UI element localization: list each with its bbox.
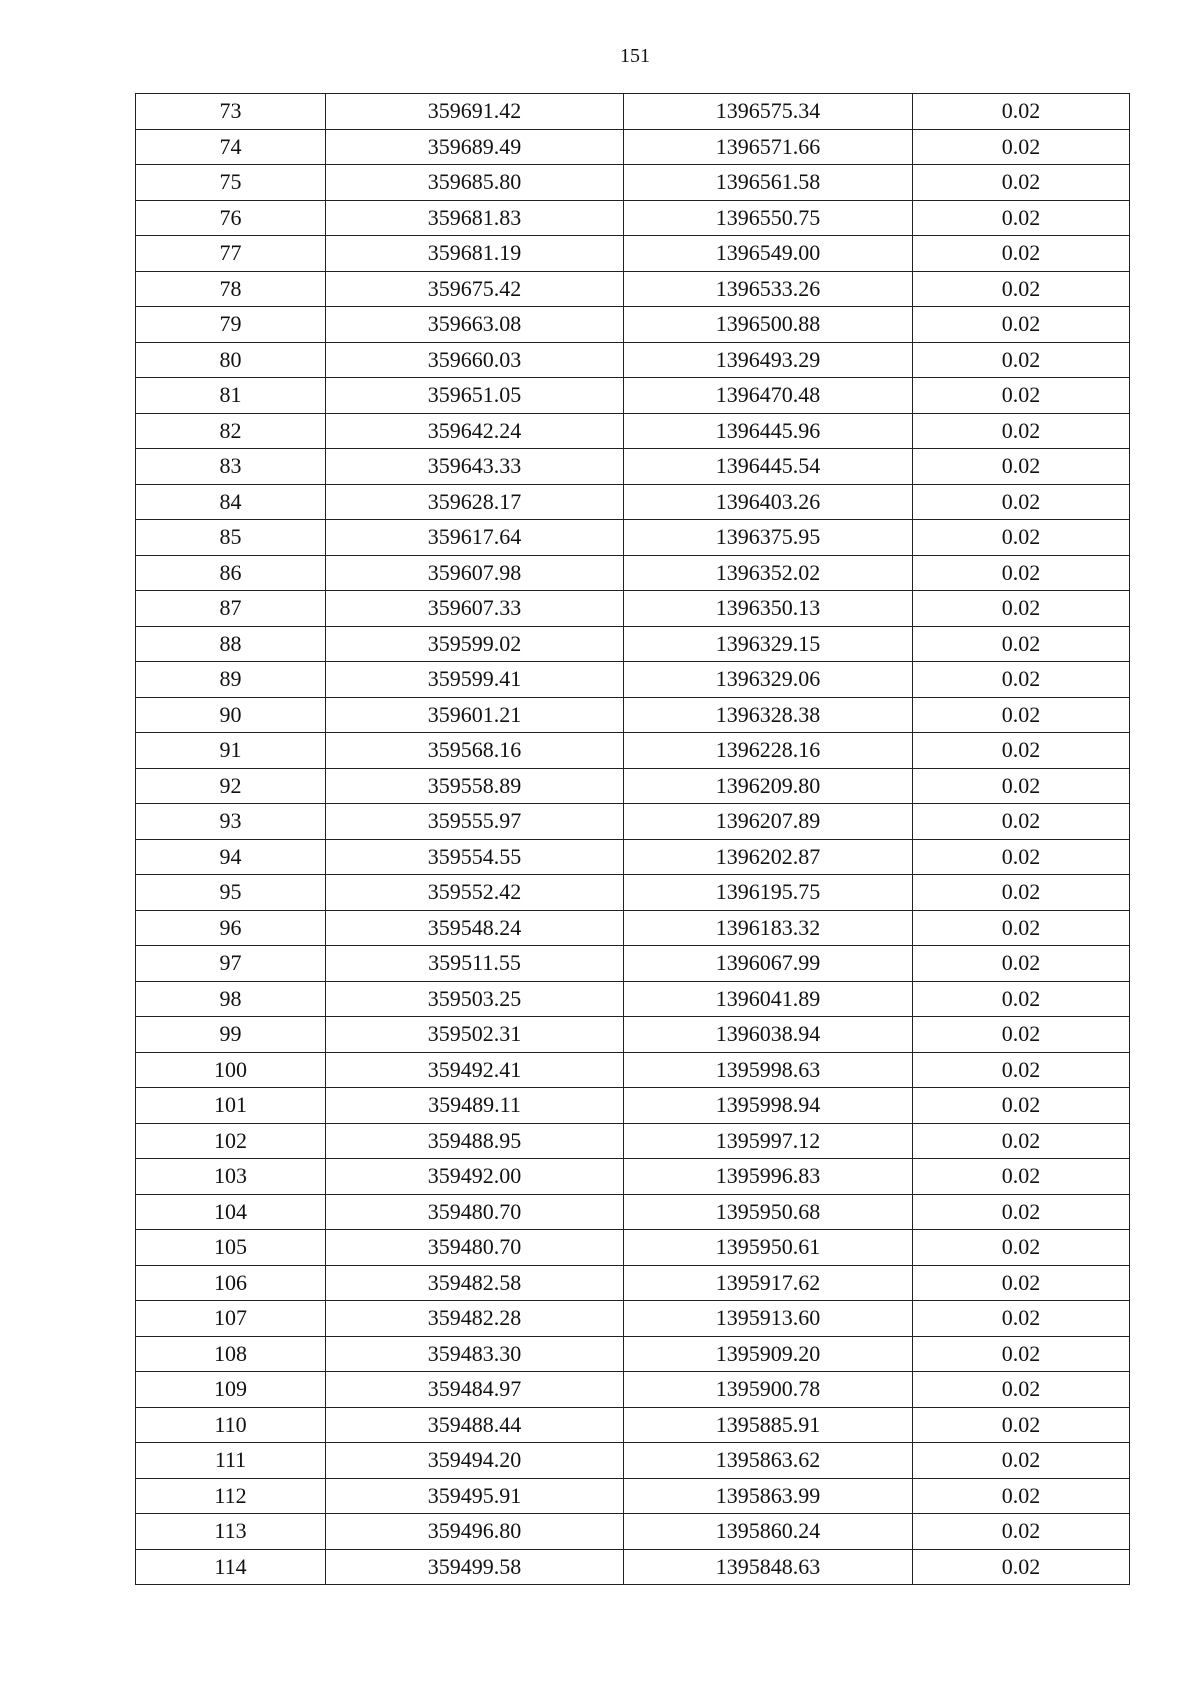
y-coordinate-cell: 1396350.13 bbox=[624, 591, 913, 627]
y-coordinate-cell: 1395997.12 bbox=[624, 1123, 913, 1159]
table-row bbox=[136, 484, 1130, 520]
point-number-cell: 73 bbox=[136, 94, 326, 130]
error-value-cell: 0.02 bbox=[913, 484, 1130, 520]
x-coordinate-cell: 359643.33 bbox=[326, 449, 624, 485]
x-coordinate-cell: 359568.16 bbox=[326, 733, 624, 769]
point-number-cell: 106 bbox=[136, 1265, 326, 1301]
table-row bbox=[136, 662, 1130, 698]
table-row bbox=[136, 378, 1130, 414]
point-number-cell: 88 bbox=[136, 626, 326, 662]
page-number: 151 bbox=[620, 45, 650, 67]
x-coordinate-cell: 359555.97 bbox=[326, 804, 624, 840]
point-number-cell: 86 bbox=[136, 555, 326, 591]
table-row bbox=[136, 733, 1130, 769]
point-number-cell: 76 bbox=[136, 200, 326, 236]
error-value-cell: 0.02 bbox=[913, 1052, 1130, 1088]
point-number-cell: 99 bbox=[136, 1017, 326, 1053]
error-value-cell: 0.02 bbox=[913, 1194, 1130, 1230]
x-coordinate-cell: 359482.58 bbox=[326, 1265, 624, 1301]
table-row bbox=[136, 1336, 1130, 1372]
table-row bbox=[136, 1514, 1130, 1550]
table-row bbox=[136, 94, 1130, 130]
y-coordinate-cell: 1396470.48 bbox=[624, 378, 913, 414]
point-number-cell: 112 bbox=[136, 1478, 326, 1514]
x-coordinate-cell: 359663.08 bbox=[326, 307, 624, 343]
table-row bbox=[136, 200, 1130, 236]
table-row bbox=[136, 1549, 1130, 1585]
point-number-cell: 91 bbox=[136, 733, 326, 769]
point-number-cell: 100 bbox=[136, 1052, 326, 1088]
table-row bbox=[136, 1088, 1130, 1124]
error-value-cell: 0.02 bbox=[913, 1478, 1130, 1514]
point-number-cell: 98 bbox=[136, 981, 326, 1017]
x-coordinate-cell: 359483.30 bbox=[326, 1336, 624, 1372]
point-number-cell: 90 bbox=[136, 697, 326, 733]
table-row bbox=[136, 981, 1130, 1017]
x-coordinate-cell: 359482.28 bbox=[326, 1301, 624, 1337]
y-coordinate-cell: 1396500.88 bbox=[624, 307, 913, 343]
y-coordinate-cell: 1396571.66 bbox=[624, 129, 913, 165]
table-row bbox=[136, 129, 1130, 165]
error-value-cell: 0.02 bbox=[913, 1336, 1130, 1372]
y-coordinate-cell: 1396493.29 bbox=[624, 342, 913, 378]
point-number-cell: 97 bbox=[136, 946, 326, 982]
point-number-cell: 89 bbox=[136, 662, 326, 698]
point-number-cell: 74 bbox=[136, 129, 326, 165]
table-row bbox=[136, 626, 1130, 662]
x-coordinate-cell: 359660.03 bbox=[326, 342, 624, 378]
y-coordinate-cell: 1396533.26 bbox=[624, 271, 913, 307]
y-coordinate-cell: 1395998.94 bbox=[624, 1088, 913, 1124]
table-row bbox=[136, 591, 1130, 627]
x-coordinate-cell: 359651.05 bbox=[326, 378, 624, 414]
table-row bbox=[136, 307, 1130, 343]
x-coordinate-cell: 359685.80 bbox=[326, 165, 624, 201]
point-number-cell: 104 bbox=[136, 1194, 326, 1230]
point-number-cell: 96 bbox=[136, 910, 326, 946]
error-value-cell: 0.02 bbox=[913, 662, 1130, 698]
x-coordinate-cell: 359480.70 bbox=[326, 1194, 624, 1230]
y-coordinate-cell: 1396228.16 bbox=[624, 733, 913, 769]
x-coordinate-cell: 359691.42 bbox=[326, 94, 624, 130]
x-coordinate-cell: 359548.24 bbox=[326, 910, 624, 946]
point-number-cell: 92 bbox=[136, 768, 326, 804]
table-row bbox=[136, 697, 1130, 733]
x-coordinate-cell: 359689.49 bbox=[326, 129, 624, 165]
table-row bbox=[136, 910, 1130, 946]
table-row bbox=[136, 1017, 1130, 1053]
point-number-cell: 113 bbox=[136, 1514, 326, 1550]
y-coordinate-cell: 1395900.78 bbox=[624, 1372, 913, 1408]
table-row bbox=[136, 413, 1130, 449]
error-value-cell: 0.02 bbox=[913, 449, 1130, 485]
x-coordinate-cell: 359503.25 bbox=[326, 981, 624, 1017]
error-value-cell: 0.02 bbox=[913, 626, 1130, 662]
y-coordinate-cell: 1396328.38 bbox=[624, 697, 913, 733]
y-coordinate-cell: 1396202.87 bbox=[624, 839, 913, 875]
error-value-cell: 0.02 bbox=[913, 697, 1130, 733]
y-coordinate-cell: 1396561.58 bbox=[624, 165, 913, 201]
x-coordinate-cell: 359488.44 bbox=[326, 1407, 624, 1443]
x-coordinate-cell: 359554.55 bbox=[326, 839, 624, 875]
y-coordinate-cell: 1396067.99 bbox=[624, 946, 913, 982]
point-number-cell: 93 bbox=[136, 804, 326, 840]
table-row bbox=[136, 555, 1130, 591]
table-row bbox=[136, 1230, 1130, 1266]
x-coordinate-cell: 359601.21 bbox=[326, 697, 624, 733]
error-value-cell: 0.02 bbox=[913, 236, 1130, 272]
error-value-cell: 0.02 bbox=[913, 1230, 1130, 1266]
error-value-cell: 0.02 bbox=[913, 271, 1130, 307]
error-value-cell: 0.02 bbox=[913, 946, 1130, 982]
error-value-cell: 0.02 bbox=[913, 165, 1130, 201]
point-number-cell: 95 bbox=[136, 875, 326, 911]
x-coordinate-cell: 359681.19 bbox=[326, 236, 624, 272]
error-value-cell: 0.02 bbox=[913, 1088, 1130, 1124]
error-value-cell: 0.02 bbox=[913, 555, 1130, 591]
error-value-cell: 0.02 bbox=[913, 378, 1130, 414]
point-number-cell: 85 bbox=[136, 520, 326, 556]
x-coordinate-cell: 359484.97 bbox=[326, 1372, 624, 1408]
x-coordinate-cell: 359552.42 bbox=[326, 875, 624, 911]
coordinates-table-body bbox=[136, 94, 1130, 1585]
point-number-cell: 102 bbox=[136, 1123, 326, 1159]
y-coordinate-cell: 1396550.75 bbox=[624, 200, 913, 236]
x-coordinate-cell: 359675.42 bbox=[326, 271, 624, 307]
point-number-cell: 80 bbox=[136, 342, 326, 378]
error-value-cell: 0.02 bbox=[913, 1123, 1130, 1159]
error-value-cell: 0.02 bbox=[913, 591, 1130, 627]
y-coordinate-cell: 1395996.83 bbox=[624, 1159, 913, 1195]
error-value-cell: 0.02 bbox=[913, 520, 1130, 556]
point-number-cell: 103 bbox=[136, 1159, 326, 1195]
table-row bbox=[136, 1265, 1130, 1301]
table-row bbox=[136, 1159, 1130, 1195]
x-coordinate-cell: 359492.00 bbox=[326, 1159, 624, 1195]
y-coordinate-cell: 1396352.02 bbox=[624, 555, 913, 591]
error-value-cell: 0.02 bbox=[913, 804, 1130, 840]
x-coordinate-cell: 359489.11 bbox=[326, 1088, 624, 1124]
table-row bbox=[136, 804, 1130, 840]
y-coordinate-cell: 1395860.24 bbox=[624, 1514, 913, 1550]
error-value-cell: 0.02 bbox=[913, 1265, 1130, 1301]
table-row bbox=[136, 1301, 1130, 1337]
point-number-cell: 78 bbox=[136, 271, 326, 307]
x-coordinate-cell: 359628.17 bbox=[326, 484, 624, 520]
table-row bbox=[136, 449, 1130, 485]
y-coordinate-cell: 1395909.20 bbox=[624, 1336, 913, 1372]
y-coordinate-cell: 1396445.54 bbox=[624, 449, 913, 485]
y-coordinate-cell: 1396549.00 bbox=[624, 236, 913, 272]
point-number-cell: 108 bbox=[136, 1336, 326, 1372]
x-coordinate-cell: 359480.70 bbox=[326, 1230, 624, 1266]
error-value-cell: 0.02 bbox=[913, 981, 1130, 1017]
x-coordinate-cell: 359511.55 bbox=[326, 946, 624, 982]
x-coordinate-cell: 359494.20 bbox=[326, 1443, 624, 1479]
table-row bbox=[136, 1443, 1130, 1479]
y-coordinate-cell: 1395950.68 bbox=[624, 1194, 913, 1230]
error-value-cell: 0.02 bbox=[913, 1443, 1130, 1479]
coordinates-table bbox=[135, 93, 1130, 1585]
point-number-cell: 110 bbox=[136, 1407, 326, 1443]
table-row bbox=[136, 1194, 1130, 1230]
point-number-cell: 107 bbox=[136, 1301, 326, 1337]
table-row bbox=[136, 839, 1130, 875]
point-number-cell: 75 bbox=[136, 165, 326, 201]
y-coordinate-cell: 1396038.94 bbox=[624, 1017, 913, 1053]
y-coordinate-cell: 1396041.89 bbox=[624, 981, 913, 1017]
x-coordinate-cell: 359599.41 bbox=[326, 662, 624, 698]
point-number-cell: 109 bbox=[136, 1372, 326, 1408]
table-row bbox=[136, 1478, 1130, 1514]
error-value-cell: 0.02 bbox=[913, 839, 1130, 875]
table-row bbox=[136, 875, 1130, 911]
x-coordinate-cell: 359681.83 bbox=[326, 200, 624, 236]
error-value-cell: 0.02 bbox=[913, 910, 1130, 946]
error-value-cell: 0.02 bbox=[913, 1017, 1130, 1053]
y-coordinate-cell: 1395863.99 bbox=[624, 1478, 913, 1514]
table-row bbox=[136, 946, 1130, 982]
y-coordinate-cell: 1396207.89 bbox=[624, 804, 913, 840]
point-number-cell: 111 bbox=[136, 1443, 326, 1479]
y-coordinate-cell: 1395863.62 bbox=[624, 1443, 913, 1479]
y-coordinate-cell: 1396209.80 bbox=[624, 768, 913, 804]
error-value-cell: 0.02 bbox=[913, 129, 1130, 165]
point-number-cell: 105 bbox=[136, 1230, 326, 1266]
error-value-cell: 0.02 bbox=[913, 1549, 1130, 1585]
error-value-cell: 0.02 bbox=[913, 733, 1130, 769]
x-coordinate-cell: 359488.95 bbox=[326, 1123, 624, 1159]
x-coordinate-cell: 359502.31 bbox=[326, 1017, 624, 1053]
point-number-cell: 79 bbox=[136, 307, 326, 343]
error-value-cell: 0.02 bbox=[913, 1514, 1130, 1550]
point-number-cell: 81 bbox=[136, 378, 326, 414]
x-coordinate-cell: 359599.02 bbox=[326, 626, 624, 662]
table-row bbox=[136, 1052, 1130, 1088]
table-row bbox=[136, 165, 1130, 201]
error-value-cell: 0.02 bbox=[913, 342, 1130, 378]
error-value-cell: 0.02 bbox=[913, 1159, 1130, 1195]
table-row bbox=[136, 1407, 1130, 1443]
y-coordinate-cell: 1396329.15 bbox=[624, 626, 913, 662]
y-coordinate-cell: 1395998.63 bbox=[624, 1052, 913, 1088]
table-row bbox=[136, 768, 1130, 804]
error-value-cell: 0.02 bbox=[913, 413, 1130, 449]
x-coordinate-cell: 359607.98 bbox=[326, 555, 624, 591]
error-value-cell: 0.02 bbox=[913, 875, 1130, 911]
point-number-cell: 84 bbox=[136, 484, 326, 520]
point-number-cell: 87 bbox=[136, 591, 326, 627]
x-coordinate-cell: 359496.80 bbox=[326, 1514, 624, 1550]
table-row bbox=[136, 520, 1130, 556]
x-coordinate-cell: 359642.24 bbox=[326, 413, 624, 449]
point-number-cell: 94 bbox=[136, 839, 326, 875]
x-coordinate-cell: 359499.58 bbox=[326, 1549, 624, 1585]
y-coordinate-cell: 1395950.61 bbox=[624, 1230, 913, 1266]
error-value-cell: 0.02 bbox=[913, 307, 1130, 343]
point-number-cell: 101 bbox=[136, 1088, 326, 1124]
table-row bbox=[136, 236, 1130, 272]
x-coordinate-cell: 359558.89 bbox=[326, 768, 624, 804]
y-coordinate-cell: 1395848.63 bbox=[624, 1549, 913, 1585]
y-coordinate-cell: 1396445.96 bbox=[624, 413, 913, 449]
error-value-cell: 0.02 bbox=[913, 94, 1130, 130]
error-value-cell: 0.02 bbox=[913, 768, 1130, 804]
y-coordinate-cell: 1396403.26 bbox=[624, 484, 913, 520]
x-coordinate-cell: 359495.91 bbox=[326, 1478, 624, 1514]
error-value-cell: 0.02 bbox=[913, 200, 1130, 236]
x-coordinate-cell: 359492.41 bbox=[326, 1052, 624, 1088]
error-value-cell: 0.02 bbox=[913, 1407, 1130, 1443]
table-row bbox=[136, 1123, 1130, 1159]
table-row bbox=[136, 342, 1130, 378]
point-number-cell: 83 bbox=[136, 449, 326, 485]
y-coordinate-cell: 1395885.91 bbox=[624, 1407, 913, 1443]
y-coordinate-cell: 1395917.62 bbox=[624, 1265, 913, 1301]
y-coordinate-cell: 1396183.32 bbox=[624, 910, 913, 946]
point-number-cell: 77 bbox=[136, 236, 326, 272]
y-coordinate-cell: 1396375.95 bbox=[624, 520, 913, 556]
x-coordinate-cell: 359607.33 bbox=[326, 591, 624, 627]
x-coordinate-cell: 359617.64 bbox=[326, 520, 624, 556]
y-coordinate-cell: 1396329.06 bbox=[624, 662, 913, 698]
error-value-cell: 0.02 bbox=[913, 1372, 1130, 1408]
error-value-cell: 0.02 bbox=[913, 1301, 1130, 1337]
point-number-cell: 114 bbox=[136, 1549, 326, 1585]
y-coordinate-cell: 1396575.34 bbox=[624, 94, 913, 130]
y-coordinate-cell: 1395913.60 bbox=[624, 1301, 913, 1337]
y-coordinate-cell: 1396195.75 bbox=[624, 875, 913, 911]
point-number-cell: 82 bbox=[136, 413, 326, 449]
table-row bbox=[136, 1372, 1130, 1408]
table-row bbox=[136, 271, 1130, 307]
